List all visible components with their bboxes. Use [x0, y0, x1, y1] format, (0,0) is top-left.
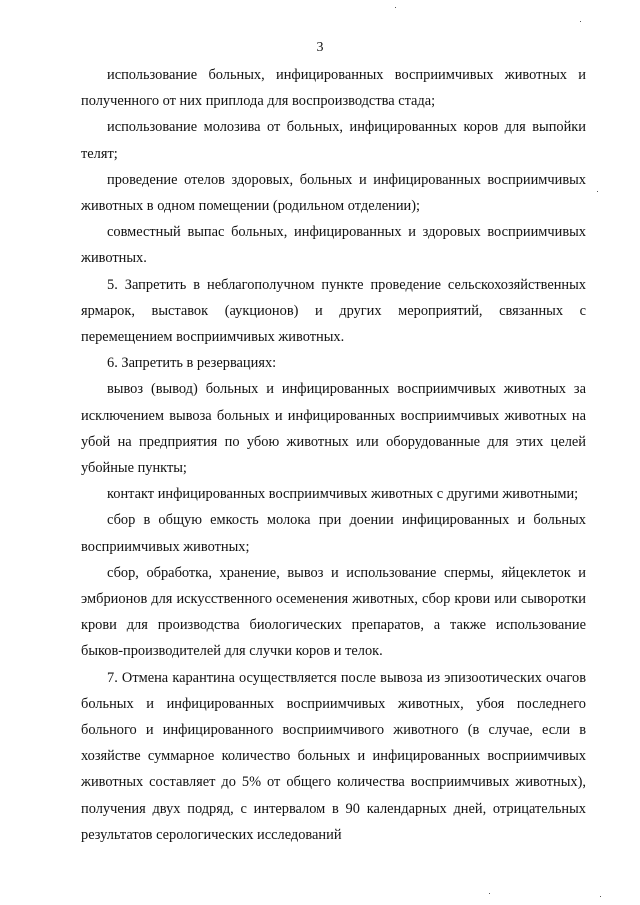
scan-speck: [600, 896, 601, 897]
paragraph-3: проведение отелов здоровых, больных и инфицированных восприимчивых животных в одном помещении (родильном отделении);: [81, 171, 586, 215]
paragraph-6: 6. Запретить в резервациях:: [107, 355, 277, 372]
paragraph-10: сбор, обработка, хранение, вывоз и использование спермы, яйцеклеток и эмбрионов для искусственного осеменения животных, сбор крови или сыворотки крови для производства биологических препаратов, а также использование быков-производителей для случки коров и телок.: [81, 564, 586, 660]
document-body: [81, 62, 586, 848]
page-number: 3: [316, 40, 324, 55]
paragraph-8: контакт инфицированных восприимчивых животных с другими животными;: [107, 486, 579, 503]
paragraph-5: 5. Запретить в неблагополучном пункте проведение сельскохозяйственных ярмарок, выставок (аукционов) и других мероприятий, связанных с перемещением восприимчивых животных.: [81, 276, 586, 346]
paragraph-4: совместный выпас больных, инфицированных и здоровых восприимчивых животных.: [81, 224, 586, 267]
paragraph-7: вывоз (вывод) больных и инфицированных восприимчивых животных за исключением вывоза больных и инфицированных восприимчивых животных на убой на предприятия по убою животных или оборудованные для этих целей убойные пункты;: [81, 381, 586, 477]
scan-speck: [395, 7, 396, 8]
paragraph-9: сбор в общую емкость молока при доении инфицированных и больных восприимчивых животных;: [81, 512, 586, 555]
paragraph-11: 7. Отмена карантина осуществляется после вывоза из эпизоотических очагов больных и инфицированных восприимчивых животных, убоя последнего больного и инфицированного восприимчивого животного (в случае, если в хозяйстве суммарное количество больных и инфицированных восприимчивых животных составляет до 5% от общего количества восприимчивых животных), получения двух подряд, с интервалом в 90 календарных дней, отрицательных результатов серологических исследований: [81, 669, 586, 843]
paragraph-2: использование молозива от больных, инфицированных коров для выпойки телят;: [81, 119, 586, 162]
scan-speck: [580, 21, 581, 22]
scan-speck: [597, 191, 598, 192]
scan-speck: [489, 893, 490, 894]
paragraph-1: использование больных, инфицированных восприимчивых животных и полученного от них приплода для воспроизводства стада;: [81, 67, 586, 110]
